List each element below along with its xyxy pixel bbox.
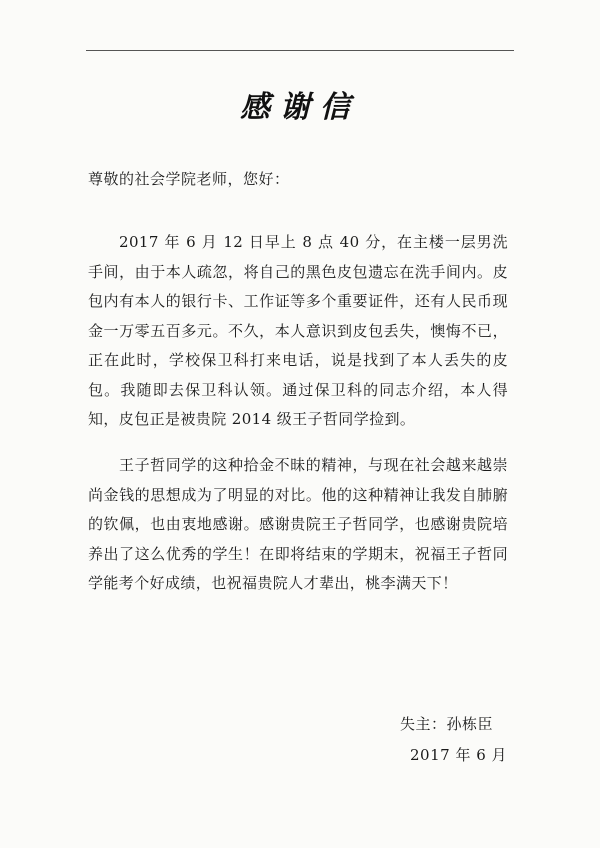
letter-date: 2017 年 6 月 (410, 746, 508, 764)
body-paragraph-1: 2017 年 6 月 12 日早上 8 点 40 分，在主楼一层男洗手间，由于本人疏忽，将自己的黑色皮包遗忘在洗手间内。皮包内有本人的银行卡、工作证等多个重要证件，还有人民币现金一万零五百多元。不久，本人意识到皮包丢失，懊悔不已，正在此时，学校保卫科打来电话，说是找到了本人丢失的皮包。我随即去保卫科认领。通过保卫科的同志介绍，本人得知，皮包正是被贵院 2014 级王子哲同学捡到。 (88, 233, 508, 428)
letter-title: 感谢信 (240, 90, 360, 125)
body-paragraph-2: 王子哲同学的这种拾金不昧的精神，与现在社会越来越崇尚金钱的思想成为了明显的对比。他的这种精神让我发自肺腑的钦佩，也由衷地感谢。感谢贵院王子哲同学，也感谢贵院培养出了这么优秀的学生！在即将结束的学期末，祝福王子哲同学能考个好成绩，也祝福贵院人才辈出，桃李满天下！ (88, 456, 508, 592)
salutation: 尊敬的社会学院老师，您好： (88, 170, 290, 188)
top-divider (86, 50, 514, 51)
signature: 失主：孙栋臣 (400, 715, 494, 733)
